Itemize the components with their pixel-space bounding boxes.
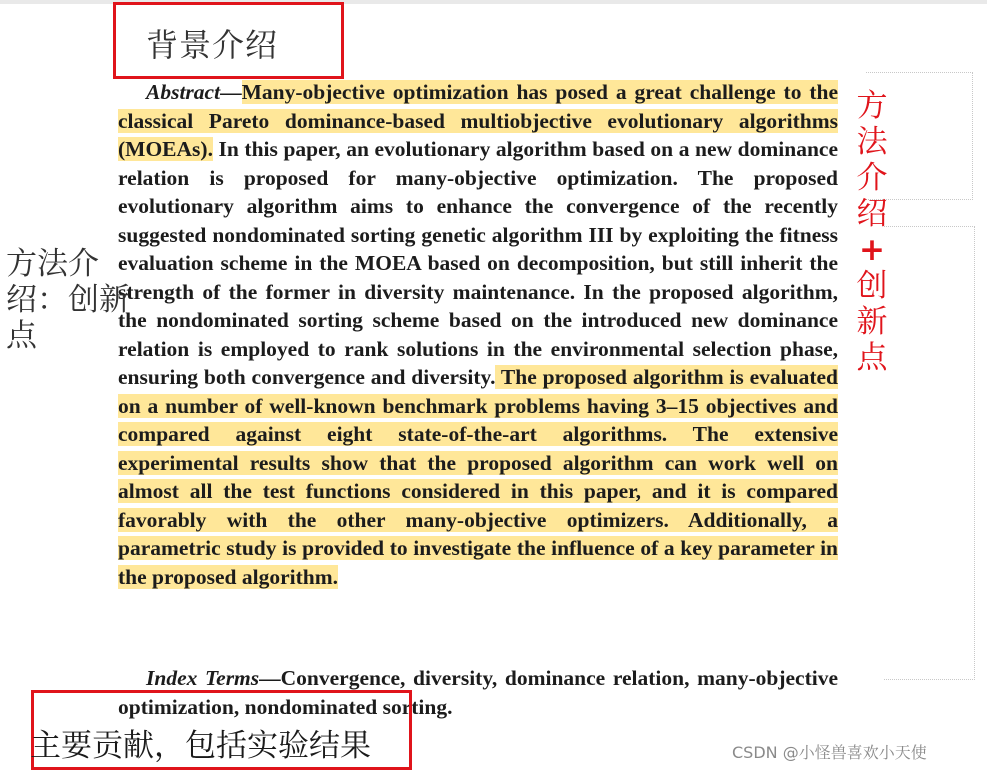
right-char-plus: + [859,232,885,268]
method-plus-innovation-label [854,88,890,376]
contribution-label: 主要贡献，包括实验结果 [30,728,371,764]
right-char-6: 创 [856,268,888,304]
abstract-method-text: In this paper, an evolutionary algorithm based on a new dominance relation is proposed for many-objective optimization. The proposed evolutionary algorithm aims to enhance the convergence of the recently suggested nondominated sorting genetic algorithm III by exploiting the fitness evaluation scheme in the MOEA based on decomposition, but still inherit the strength of the former in diversity maintenance. In the proposed algorithm, the nondominated sorting scheme based on the introduced new dominance relation is employed to rank solutions in the environmental selection phase, ensuring both convergence and diversity. [118,137,838,389]
right-char-4: 绍 [856,196,888,232]
abstract-heading: Abstract [146,80,221,104]
dotted-guide-bottom [884,226,975,680]
abstract-dash: — [220,80,242,104]
right-char-1: 方 [856,88,888,124]
background-label: 背景介绍 [146,26,279,64]
right-char-8: 点 [856,340,888,376]
abstract-highlight-background: Many-objective optimization has posed a great challenge to the classical Pareto dominance-based multiobjective evolutionary algorithms (MOEAs). [118,80,838,161]
index-terms-heading: Index Terms [146,666,260,690]
right-char-2: 法 [856,124,888,160]
right-char-7: 新 [856,304,888,340]
watermark: CSDN @小怪兽喜欢小天使 [732,743,927,762]
right-char-3: 介 [856,160,888,196]
index-terms-dash: — [259,666,281,690]
method-innovation-label: 方法介绍：创新点 [6,246,130,354]
abstract-highlight-results: The proposed algorithm is evaluated on a number of well-known benchmark problems having 3–15 objectives and compared against eight state-of-the-art algorithms. The extensive experimental results show that the proposed algorithm can work well on almost all the test functions considered in this paper, and it is compared favorably with the other many-objective optimizers. Additionally, a parametric study is provided to investigate the influence of a key parameter in the proposed algorithm. [118,365,838,589]
abstract-paragraph [118,78,838,591]
index-terms-text: Convergence, diversity, dominance relation, many-objective optimization, nondominated sorting. [118,666,838,719]
